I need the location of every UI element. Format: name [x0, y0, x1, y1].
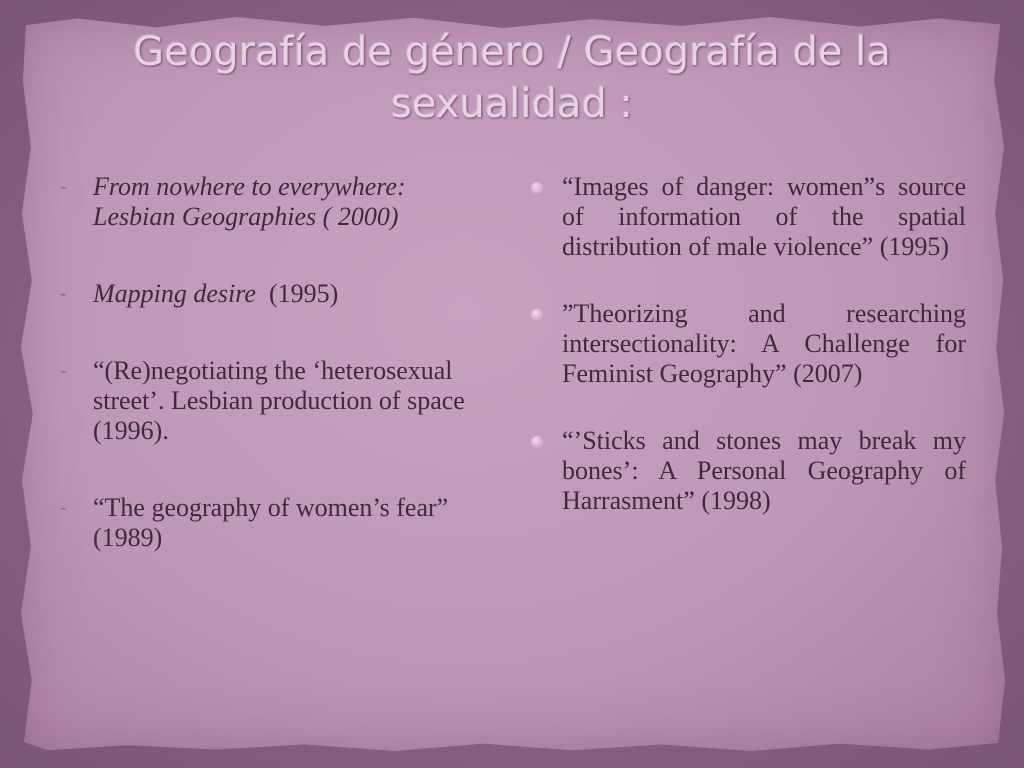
right-column — [528, 172, 966, 553]
list-item — [60, 172, 480, 232]
list-item-title: Mapping desire — [93, 279, 256, 308]
bullet-item — [528, 172, 966, 262]
dash-marker: - — [60, 283, 67, 305]
list-item-text: From nowhere to everywhere: Lesbian Geographies ( 2000) — [93, 172, 406, 231]
list-item-text: “(Re)negotiating the ‘heterosexual street’. Lesbian production of space (1996). — [93, 356, 465, 445]
bullet-dot-icon — [528, 426, 562, 516]
list-item-text: “The geography of women’s fear” (1989) — [93, 493, 449, 552]
bullet-item-text: “Images of danger: women”s source of information of the spatial distribution of male violence” (1995) — [562, 172, 966, 261]
slide-title: Geografía de género / Geografía de la sexualidad : — [133, 29, 891, 127]
dash-marker: - — [60, 360, 67, 382]
dash-marker: - — [60, 497, 67, 519]
list-item — [60, 493, 480, 553]
bullet-item-text: “’Sticks and stones may break my bones’: A Personal Geography of Harrasment” (1998) — [562, 426, 966, 515]
list-item-year: (1995) — [255, 279, 339, 308]
bullet-dot-icon — [528, 299, 562, 389]
list-item-text — [93, 279, 480, 309]
bullet-dot-icon — [528, 172, 562, 262]
bullet-item-text: ”Theorizing and researching intersectionality: A Challenge for Feminist Geography” (2007) — [562, 299, 966, 388]
list-item — [60, 279, 480, 309]
dash-marker: - — [60, 176, 67, 198]
bullet-item — [528, 426, 966, 516]
bullet-item — [528, 299, 966, 389]
list-item — [60, 356, 480, 446]
left-column — [60, 172, 480, 600]
